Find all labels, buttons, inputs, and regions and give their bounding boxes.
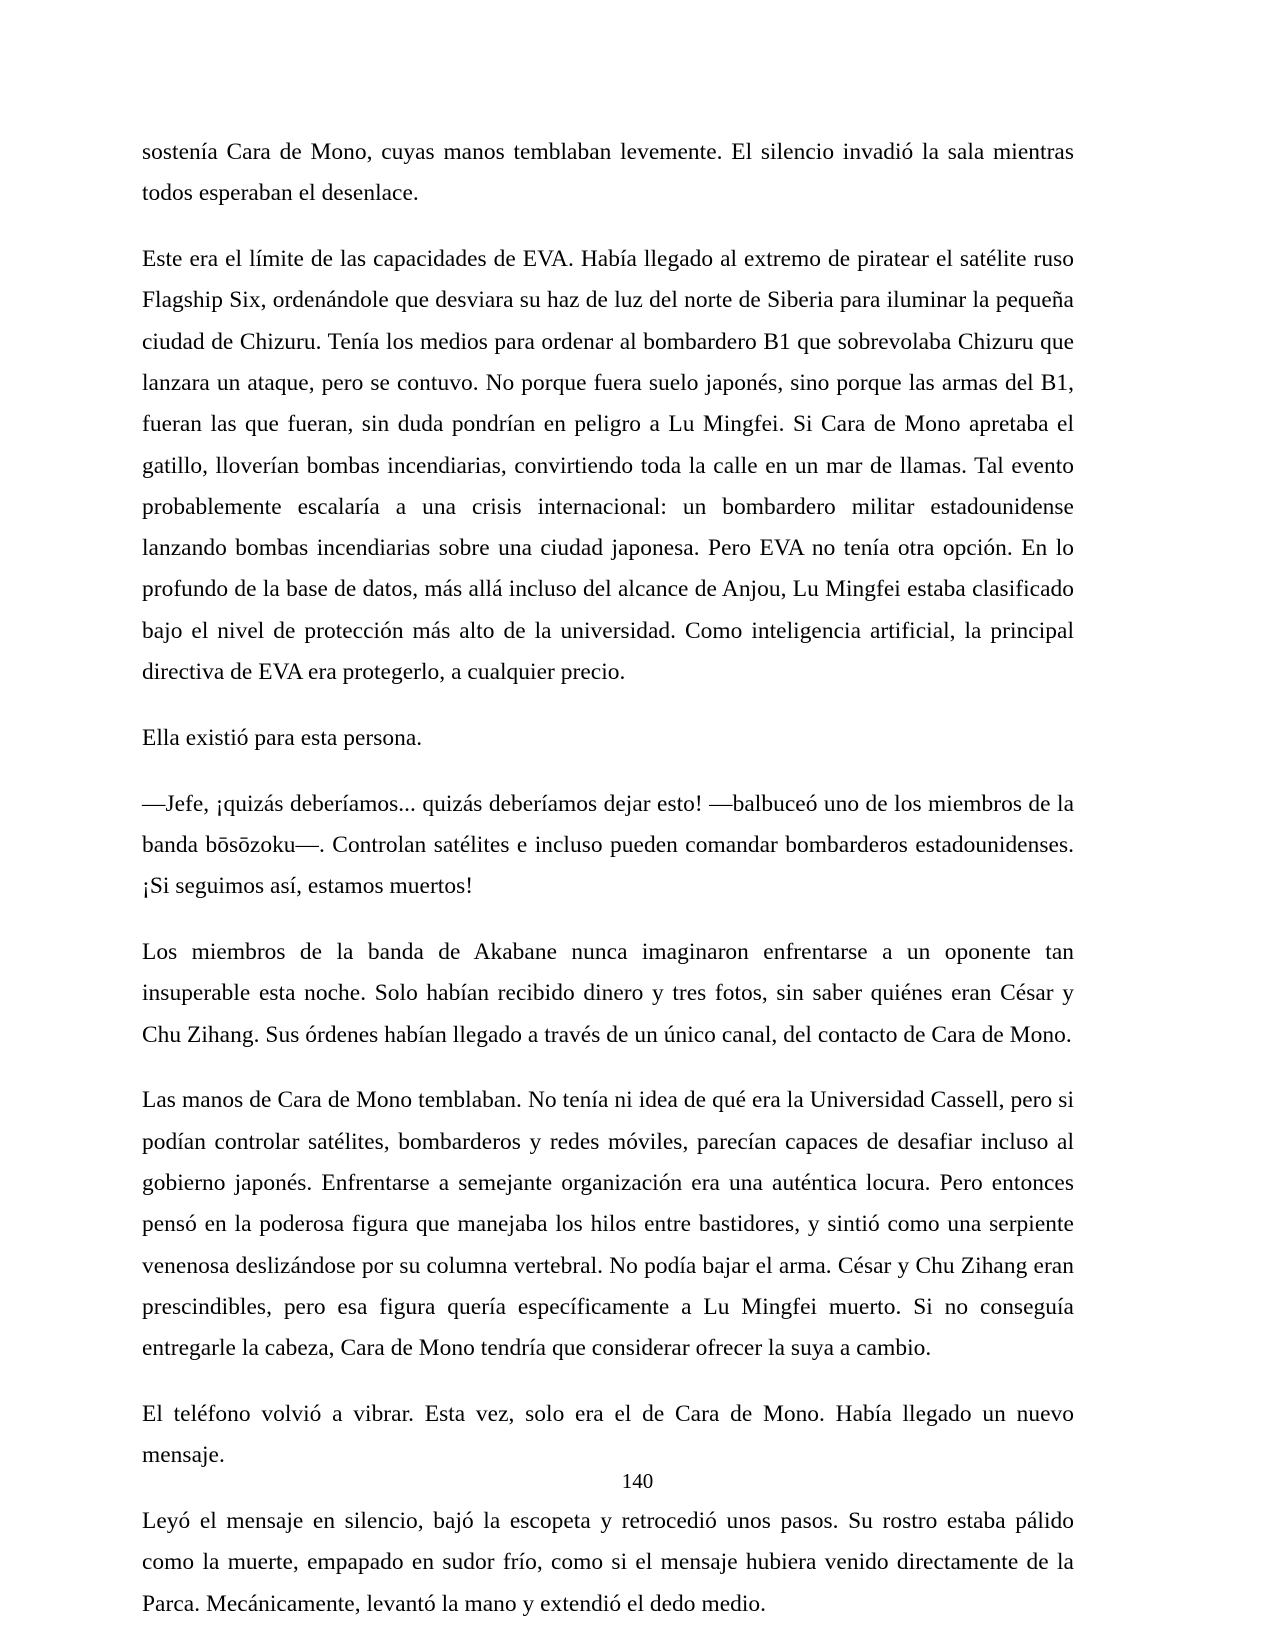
page-number: 140 — [621, 1469, 654, 1493]
paragraph: sostenía Cara de Mono, cuyas manos temblaban levemente. El silencio invadió la sala mientras todos esperaban el desenlace. — [142, 139, 1074, 207]
paragraph: El teléfono volvió a vibrar. Esta vez, solo era el de Cara de Mono. Había llegado un nuevo mensaje. — [142, 1401, 1074, 1469]
paragraph: —Jefe, ¡quizás deberíamos... quizás deberíamos dejar esto! —balbuceó uno de los miembros de la banda bōsōzoku—. Controlan satélites e incluso pueden comandar bombarderos estadounidenses. ¡Si seguimos así, estamos muertos! — [142, 790, 1074, 900]
paragraph: Este era el límite de las capacidades de EVA. Había llegado al extremo de piratear el satélite ruso Flagship Six, ordenándole que desviara su haz de luz del norte de Siberia para iluminar la pequeña ciudad de Chizuru. Tenía los medios para ordenar al bombardero B1 que sobrevolaba Chizuru que lanzara un ataque, pero se contuvo. No porque fuera suelo japonés, sino porque las armas del B1, fueran las que fueran, sin duda pondrían en peligro a Lu Mingfei. Si Cara de Mono apretaba el gatillo, lloverían bombas incendiarias, convirtiendo toda la calle en un mar de llamas. Tal evento probablemente escalaría a una crisis internacional: un bombardero militar estadounidense lanzando bombas incendiarias sobre una ciudad japonesa. Pero EVA no tenía otra opción. En lo profundo de la base de datos, más allá incluso del alcance de Anjou, Lu Mingfei estaba clasificado bajo el nivel de protección más alto de la universidad. Como inteligencia artificial, la principal directiva de EVA era protegerlo, a cualquier precio. — [142, 246, 1074, 686]
body-text-column — [142, 132, 1074, 1625]
paragraph: Ella existió para esta persona. — [142, 724, 423, 751]
paragraph: Las manos de Cara de Mono temblaban. No tenía ni idea de qué era la Universidad Cassell, pero si podían controlar satélites, bombarderos y redes móviles, parecían capaces de desafiar incluso al gobierno japonés. Enfrentarse a semejante organización era una auténtica locura. Pero entonces pensó en la poderosa figura que manejaba los hilos entre bastidores, y sintió como una serpiente venenosa deslizándose por su columna vertebral. No podía bajar el arma. César y Chu Zihang eran prescindibles, pero esa figura quería específicamente a Lu Mingfei muerto. Si no conseguía entregarle la cabeza, Cara de Mono tendría que considerar ofrecer la suya a cambio. — [142, 1087, 1074, 1362]
paragraph: Los miembros de la banda de Akabane nunca imaginaron enfrentarse a un oponente tan insuperable esta noche. Solo habían recibido dinero y tres fotos, sin saber quiénes eran César y Chu Zihang. Sus órdenes habían llegado a través de un único canal, del contacto de Cara de Mono. — [142, 939, 1074, 1048]
paragraph: Leyó el mensaje en silencio, bajó la escopeta y retrocedió unos pasos. Su rostro estaba pálido como la muerte, empapado en sudor frío, como si el mensaje hubiera venido directamente de la Parca. Mecánicamente, levantó la mano y extendió el dedo medio. — [142, 1508, 1074, 1617]
